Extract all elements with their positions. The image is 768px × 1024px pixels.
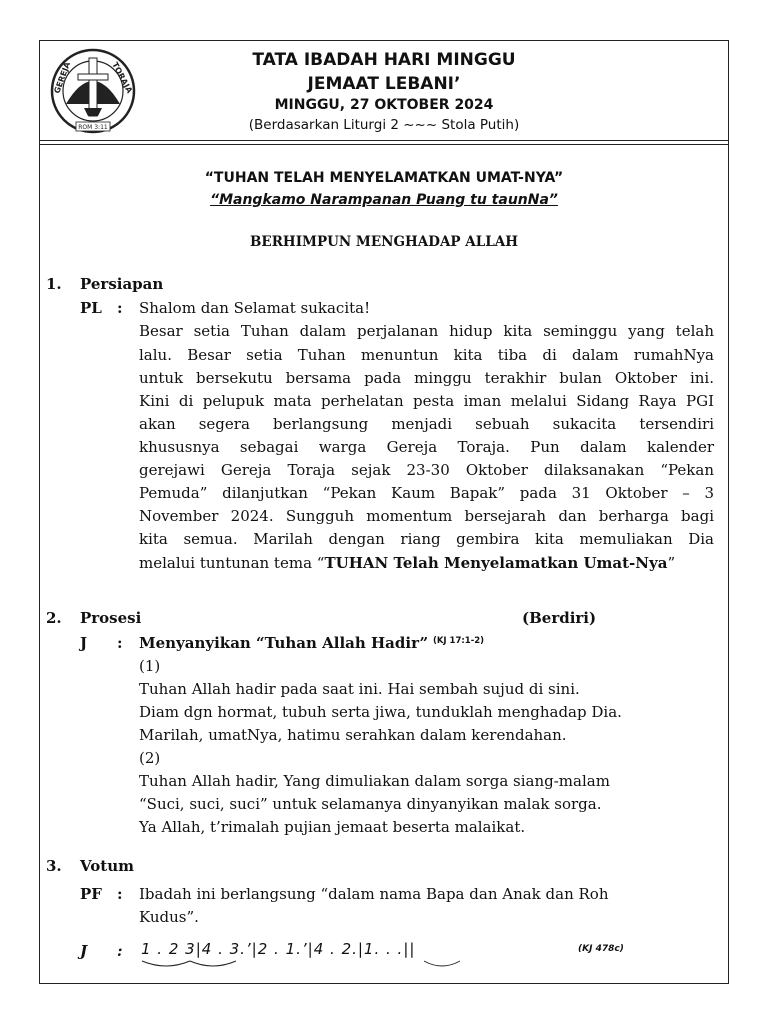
song-title: Menyanyikan “Tuhan Allah Hadir” <box>139 634 429 652</box>
text-line: November 2024. Sungguh momentum bersejarah dan berharga bagi <box>139 507 714 525</box>
liturgy-subtitle: (Berdasarkan Liturgi 2 ~~~ Stola Putih) <box>248 117 520 133</box>
lyric-line: Tuhan Allah hadir, Yang dimuliakan dalam sorga siang-malam <box>139 772 610 790</box>
lyric-line: “Suci, suci, suci” untuk selamanya dinyanyikan malak sorga. <box>139 795 602 813</box>
text-line: akan segera berlangsung menjadi sebuah sukacita tersendiri <box>139 415 714 433</box>
role-label: PL <box>80 299 102 317</box>
text-line: khususnya sebagai warga Gereja Toraja. Pun dalam kalender <box>139 438 714 456</box>
response-role-label: J <box>80 942 88 960</box>
section-heading: BERHIMPUN MENGHADAP ALLAH <box>250 234 518 250</box>
text-fragment: ” <box>667 554 676 572</box>
lyric-line: Tuhan Allah hadir pada saat ini. Hai sembah sujud di sini. <box>139 680 580 698</box>
text-line: Besar setia Tuhan dalam perjalanan hidup kita seminggu yang telah <box>139 322 714 340</box>
text-line-theme <box>139 554 675 572</box>
theme-emphasis: TUHAN Telah Menyelamatkan Umat-Nya <box>324 554 668 572</box>
text-line: untuk bersekutu bersama pada minggu terakhir bulan Oktober ini. <box>139 369 714 387</box>
section-title-prosesi: Prosesi <box>80 609 142 627</box>
text-line: Kini di pelupuk mata perhelatan pesta iman melalui Sidang Raya PGI <box>139 392 714 410</box>
lyric-line: Ya Allah, t’rimalah pujian jemaat beserta malaikat. <box>139 818 526 836</box>
section-title-votum: Votum <box>80 857 134 875</box>
section-number: 1. <box>46 275 62 293</box>
svg-text:GEREJA: GEREJA <box>52 60 73 95</box>
section-title-persiapan: Persiapan <box>80 275 164 293</box>
logo-motto: ROM 3:11 <box>78 124 108 131</box>
service-date: MINGGU, 27 OKTOBER 2024 <box>274 97 494 113</box>
amen-reference: (KJ 478c) <box>578 944 624 954</box>
text-line: Ibadah ini berlangsung “dalam nama Bapa dan Anak dan Roh <box>139 885 609 903</box>
text-fragment: melalui tuntunan tema “ <box>139 554 325 572</box>
doc-title: TATA IBADAH HARI MINGGU <box>252 50 516 70</box>
theme-local-title: “Mangkamo Narampanan Puang tu taunNa” <box>210 192 558 208</box>
section-number: 2. <box>46 609 62 627</box>
verse-number: (2) <box>139 749 161 767</box>
verse-number: (1) <box>139 657 161 675</box>
lyric-line: Diam dgn hormat, tubuh serta jiwa, tunduklah menghadap Dia. <box>139 703 622 721</box>
response-colon: : <box>117 942 123 960</box>
congregation-name: JEMAAT LEBANI’ <box>307 74 461 94</box>
lyric-line: Marilah, umatNya, hatimu serahkan dalam kerendahan. <box>139 726 567 744</box>
amen-notation: 1 . 2 3|4 . 3.’|2 . 1.’|4 . 2.|1. . .|| <box>141 940 416 958</box>
text-line: Pemuda” dilanjutkan “Pekan Kaum Bapak” pada 31 Oktober – 3 <box>139 484 714 502</box>
text-line: Kudus”. <box>139 908 199 926</box>
header-divider-thin <box>40 144 728 145</box>
role-colon: : <box>117 299 123 317</box>
text-line: Shalom dan Selamat sukacita! <box>139 299 371 317</box>
role-label: PF <box>80 885 102 903</box>
role-colon: : <box>117 634 123 652</box>
header-divider <box>40 140 728 141</box>
section-number: 3. <box>46 857 62 875</box>
text-line: gerejawi Gereja Toraja sejak 23-30 Oktober dilaksanakan “Pekan <box>139 461 714 479</box>
text-line: kita semua. Marilah dengan riang gembira kita memuliakan Dia <box>139 530 714 548</box>
text-line: lalu. Besar setia Tuhan menuntun kita tiba di dalam rumahNya <box>139 346 714 364</box>
song-reference: (KJ 17:1-2) <box>432 636 485 646</box>
posture-note: (Berdiri) <box>522 609 597 627</box>
theme-title: “TUHAN TELAH MENYELAMATKAN UMAT-NYA” <box>204 170 564 186</box>
role-colon: : <box>117 885 123 903</box>
role-label: J <box>80 634 88 652</box>
song-line <box>139 634 484 652</box>
svg-text:TORAJA: TORAJA <box>110 60 135 95</box>
notation-slurs <box>140 958 470 972</box>
